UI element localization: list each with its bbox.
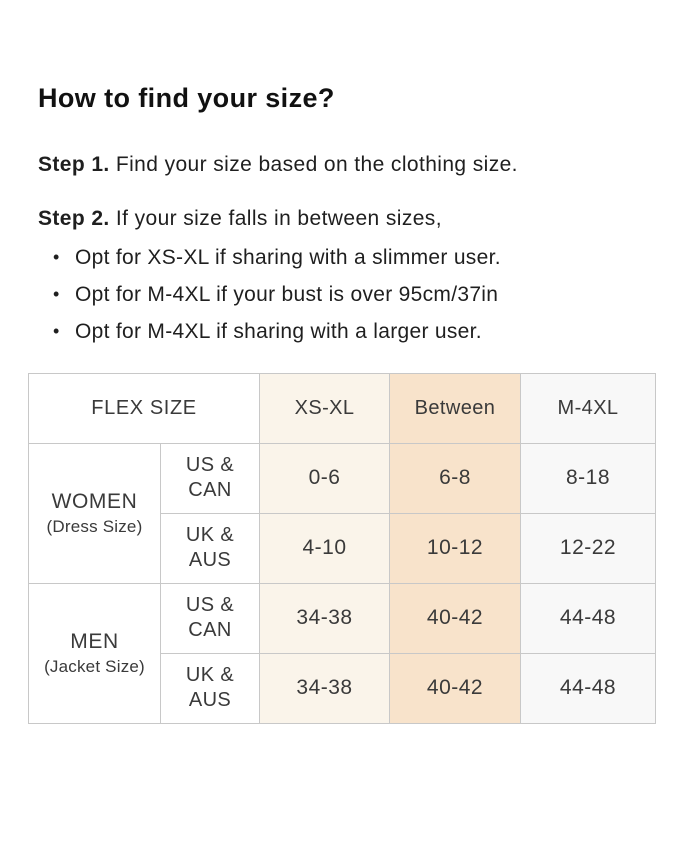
- size-value-cell: 4-10: [260, 513, 390, 583]
- step-1-body: Find your size based on the clothing size.: [109, 153, 518, 177]
- group-cell-men: [29, 583, 161, 723]
- step-2-label: Step 2.: [38, 207, 110, 231]
- region-label: UK & AUS: [185, 664, 235, 712]
- tip-text: Opt for M-4XL if sharing with a larger user.: [75, 319, 482, 343]
- step-1-label: Step 1.: [38, 153, 110, 177]
- size-value-cell: 44-48: [521, 653, 656, 723]
- group-subtitle: (Dress Size): [46, 516, 143, 536]
- tip-text: Opt for XS-XL if sharing with a slimmer user.: [75, 245, 501, 269]
- tip-text: Opt for M-4XL if your bust is over 95cm/37in: [75, 282, 499, 306]
- table-header-row: [29, 373, 656, 443]
- size-value-cell: 40-42: [390, 583, 521, 653]
- step-1-text: [38, 153, 649, 176]
- corner-header: FLEX SIZE: [29, 373, 260, 443]
- flex-size-table: [28, 373, 656, 724]
- region-cell: [161, 443, 260, 513]
- group-name: MEN: [70, 630, 119, 654]
- region-cell: [161, 583, 260, 653]
- table-row: [29, 583, 656, 653]
- bullet-icon: •: [53, 283, 60, 304]
- column-header-xs-xl: XS-XL: [260, 373, 390, 443]
- bullet-icon: •: [53, 246, 60, 267]
- step-2-text: [38, 207, 649, 230]
- size-value-cell: 40-42: [390, 653, 521, 723]
- region-label: UK & AUS: [185, 524, 235, 572]
- column-header-m-4xl: M-4XL: [521, 373, 656, 443]
- size-value-cell: 8-18: [521, 443, 656, 513]
- group-cell-women: [29, 443, 161, 583]
- bullet-icon: •: [53, 320, 60, 341]
- page-title: How to find your size?: [38, 83, 335, 113]
- group-name: WOMEN: [51, 490, 138, 514]
- step-2-body: If your size falls in between sizes,: [109, 207, 442, 231]
- size-value-cell: 6-8: [390, 443, 521, 513]
- column-header-between: Between: [390, 373, 521, 443]
- list-item: [53, 276, 649, 313]
- group-subtitle: (Jacket Size): [44, 656, 145, 676]
- size-value-cell: 12-22: [521, 513, 656, 583]
- size-value-cell: 0-6: [260, 443, 390, 513]
- size-value-cell: 34-38: [260, 653, 390, 723]
- sizing-tips-list: [53, 239, 649, 350]
- region-cell: [161, 653, 260, 723]
- size-value-cell: 10-12: [390, 513, 521, 583]
- region-cell: [161, 513, 260, 583]
- size-value-cell: 34-38: [260, 583, 390, 653]
- table-row: [29, 443, 656, 513]
- list-item: [53, 239, 649, 276]
- list-item: [53, 313, 649, 350]
- size-value-cell: 44-48: [521, 583, 656, 653]
- region-label: US & CAN: [185, 594, 235, 642]
- region-label: US & CAN: [185, 454, 235, 502]
